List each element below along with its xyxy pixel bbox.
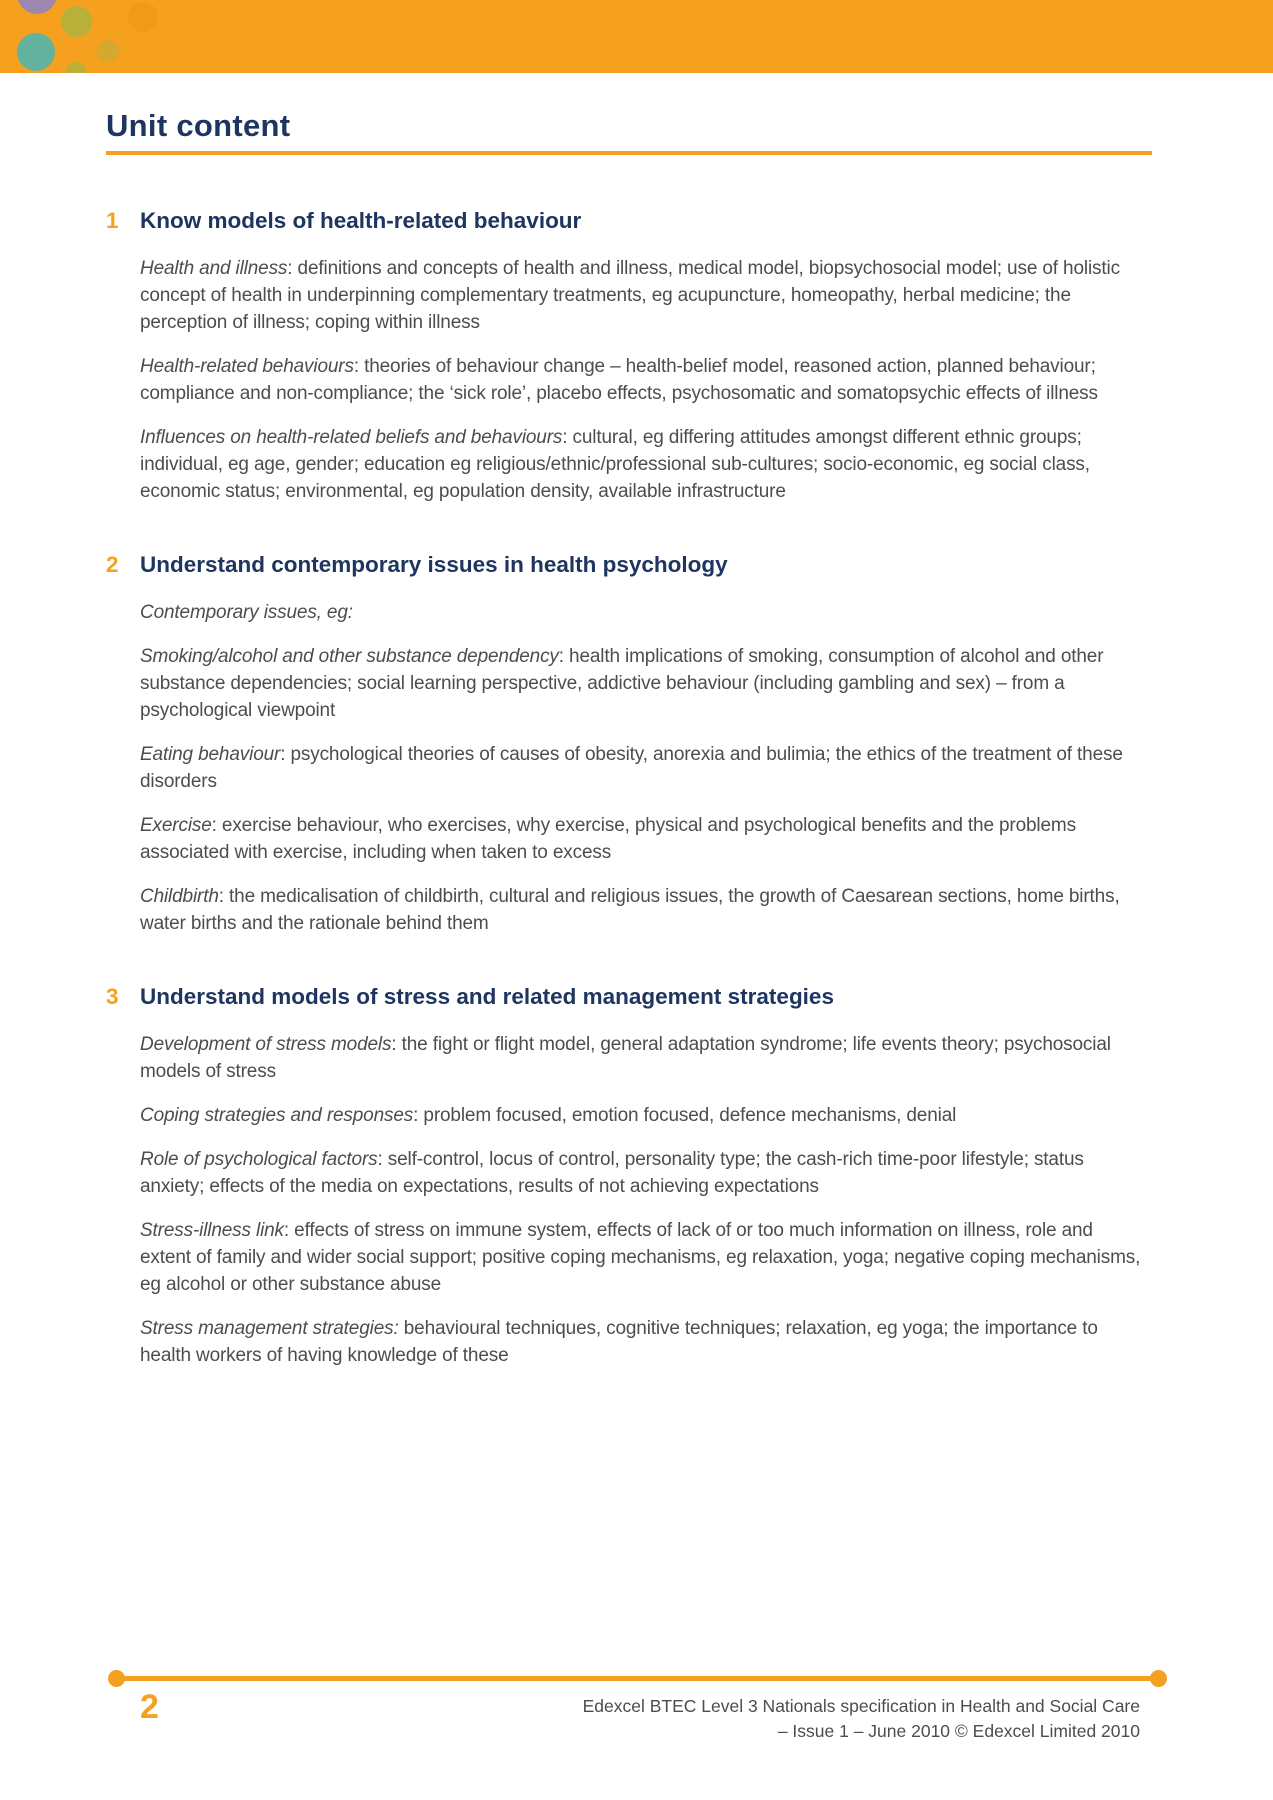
paragraph-lead: Smoking/alcohol and other substance dependency (140, 646, 559, 667)
section-2 (106, 551, 1152, 937)
paragraph-lead: Role of psychological factors (140, 1149, 378, 1170)
paragraph-body: : the medicalisation of childbirth, cultural and religious issues, the growth of Caesarean sections, home births, water births and the rationale behind them (140, 886, 1120, 934)
section-heading: Know models of health-related behaviour (140, 208, 582, 233)
paragraph-body: : problem focused, emotion focused, defence mechanisms, denial (413, 1105, 957, 1126)
paragraph-body: : self-control, locus of control, personality type; the cash-rich time-poor lifestyle; status anxiety; effects of the media on expectations, results of not achieving expectations (140, 1149, 1084, 1197)
paragraph-lead: Development of stress models (140, 1034, 392, 1055)
page-number: 2 (140, 1688, 159, 1726)
decorative-circle-olive-bottom (66, 62, 86, 73)
paragraph-lead: Health-related behaviours (140, 356, 354, 377)
paragraph-lead: Influences on health-related beliefs and behaviours (140, 427, 563, 448)
paragraph-body: : theories of behaviour change – health-belief model, reasoned action, planned behaviour; compliance and non-compliance; the ‘sick role’, placebo effects, psychosomatic and somatopsychic effects of illness (140, 356, 1098, 404)
content-paragraph (140, 1217, 1146, 1298)
page-title: Unit content (106, 108, 1152, 155)
content-paragraph (140, 1102, 1146, 1129)
paragraph-lead: Coping strategies and responses (140, 1105, 414, 1126)
footer-line-1: Edexcel BTEC Level 3 Nationals specification in Health and Social Care (582, 1696, 1140, 1716)
paragraph-lead: Eating behaviour (140, 744, 281, 765)
section-heading: Understand contemporary issues in health psychology (140, 552, 728, 577)
content-paragraph (140, 424, 1146, 505)
section-number: 2 (106, 552, 119, 577)
paragraph-body: behavioural techniques, cognitive techniques; relaxation, eg yoga; the importance to health workers of having knowledge of these (140, 1318, 1098, 1366)
section-1 (106, 207, 1152, 505)
footer-rule (116, 1676, 1159, 1681)
paragraph-body: : definitions and concepts of health and illness, medical model, biopsychosocial model; use of holistic concept of health in underpinning complementary treatments, eg acupuncture, homeopathy, herbal medicine; the perception of illness; coping within illness (140, 258, 1120, 333)
section-3 (106, 983, 1152, 1369)
content-paragraph (140, 643, 1146, 724)
paragraph-lead: Exercise (140, 815, 212, 836)
decorative-circle-olive (61, 6, 92, 37)
content-paragraph (140, 741, 1146, 795)
section-number: 1 (106, 208, 119, 233)
decorative-circle-olive-faint (97, 40, 119, 62)
decorative-circle-purple (17, 0, 57, 14)
paragraph-body: : the fight or flight model, general adaptation syndrome; life events theory; psychosocial models of stress (140, 1034, 1111, 1082)
content-paragraph (140, 1146, 1146, 1200)
paragraph-body: : exercise behaviour, who exercises, why exercise, physical and psychological benefits and the problems associated with exercise, including when taken to excess (140, 815, 1076, 863)
content-paragraph (140, 1315, 1146, 1369)
section-heading-row (106, 207, 1152, 234)
content-paragraph (140, 599, 1146, 626)
section-number: 3 (106, 984, 119, 1009)
paragraph-lead: Stress-illness link (140, 1220, 284, 1241)
content-paragraph (140, 812, 1146, 866)
footer-text (583, 1694, 1140, 1744)
decorative-circle-dark-orange (128, 2, 158, 32)
paragraph-lead: Contemporary issues, eg: (140, 602, 353, 623)
header-banner (0, 0, 1273, 73)
document-body (106, 73, 1152, 1369)
footer-rule-right-dot (1150, 1670, 1167, 1687)
decorative-circle-teal (17, 33, 55, 71)
content-paragraph (140, 883, 1146, 937)
paragraph-body: : psychological theories of causes of obesity, anorexia and bulimia; the ethics of the treatment of these disorders (140, 744, 1123, 792)
footer-rule-left-dot (108, 1670, 125, 1687)
paragraph-lead: Health and illness (140, 258, 288, 279)
footer-line-2: – Issue 1 – June 2010 © Edexcel Limited 2010 (777, 1721, 1140, 1741)
paragraph-lead: Childbirth (140, 886, 219, 907)
section-heading: Understand models of stress and related management strategies (140, 984, 834, 1009)
content-paragraph (140, 353, 1146, 407)
content-paragraph (140, 255, 1146, 336)
section-heading-row (106, 551, 1152, 578)
paragraph-body: : effects of stress on immune system, effects of lack of or too much information on illness, role and extent of family and wider social support; positive coping mechanisms, eg relaxation, yoga; negative coping mechanisms, eg alcohol or other substance abuse (140, 1220, 1141, 1295)
paragraph-lead: Stress management strategies: (140, 1318, 399, 1339)
content-paragraph (140, 1031, 1146, 1085)
section-heading-row (106, 983, 1152, 1010)
paragraph-body: : health implications of smoking, consumption of alcohol and other substance dependencies; social learning perspective, addictive behaviour (including gambling and sex) – from a psychological viewpoint (140, 646, 1104, 721)
paragraph-body: : cultural, eg differing attitudes amongst different ethnic groups; individual, eg age, gender; education eg religious/ethnic/professional sub-cultures; socio-economic, eg social class, economic status; environmental, eg population density, available infrastructure (140, 427, 1090, 502)
